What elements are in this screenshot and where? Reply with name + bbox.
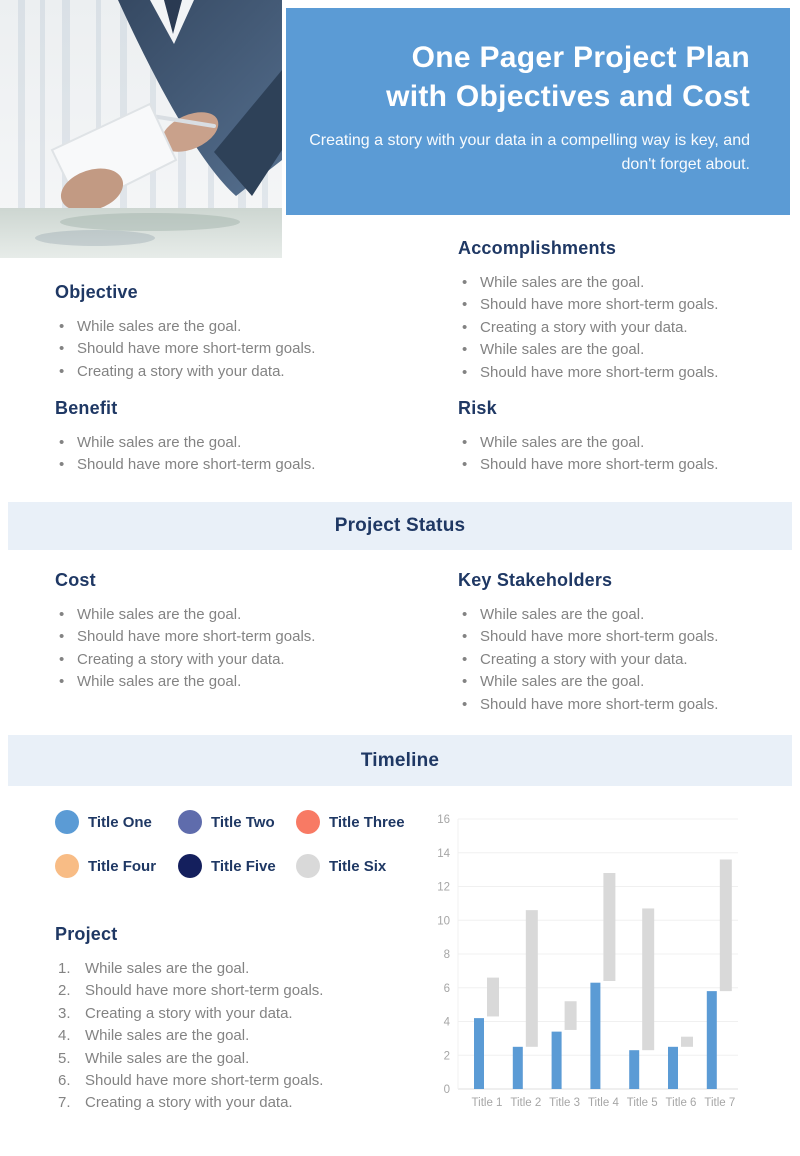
project-list-item xyxy=(55,1003,430,1025)
item-text: Should have more short-term goals. xyxy=(480,296,719,314)
bullet-dot-icon: • xyxy=(59,318,65,335)
bullet-dot-icon: • xyxy=(462,274,468,291)
legend-item xyxy=(296,854,431,878)
y-tick-label: 4 xyxy=(443,1016,450,1029)
bullet-dot-icon: • xyxy=(59,673,65,691)
risk-bullet-list xyxy=(458,432,788,477)
cost-bullet xyxy=(55,626,430,648)
bullet-dot-icon: • xyxy=(462,673,468,691)
key-stakeholders-bullet-list xyxy=(458,604,788,716)
project-numbered-list xyxy=(55,958,430,1115)
legend-item xyxy=(178,854,296,878)
project-list-item xyxy=(55,958,430,980)
key-stakeholders-bullet xyxy=(458,671,788,693)
page-title-line2: with Objectives and Cost xyxy=(386,80,750,113)
y-tick-label: 0 xyxy=(443,1084,450,1096)
legend-color-dot-icon xyxy=(178,854,202,878)
bar-base-7 xyxy=(707,991,717,1089)
bullet-dot-icon: • xyxy=(59,362,65,380)
bullet-dot-icon: • xyxy=(59,628,65,646)
section-cost xyxy=(55,570,430,694)
item-number: 6. xyxy=(58,1072,71,1090)
section-accomplishments xyxy=(458,238,788,384)
item-number: 3. xyxy=(58,1004,71,1022)
x-tick-label: Title 5 xyxy=(626,1097,658,1109)
cost-bullet xyxy=(55,604,430,626)
bar-base-5 xyxy=(629,1050,639,1089)
legend-color-dot-icon xyxy=(178,810,202,834)
bullet-dot-icon: • xyxy=(462,434,468,451)
benefit-bullet xyxy=(55,454,430,476)
item-text: While sales are the goal. xyxy=(480,606,645,623)
accomplishments-bullet xyxy=(458,294,788,316)
legend-item xyxy=(178,810,296,834)
section-key-stakeholders xyxy=(458,570,788,716)
bar-range-6 xyxy=(681,1037,693,1047)
timeline-banner: Timeline xyxy=(8,735,792,786)
item-text: While sales are the goal. xyxy=(85,960,250,977)
item-text: Should have more short-term goals. xyxy=(480,363,719,381)
bar-range-7 xyxy=(720,860,732,992)
bar-range-2 xyxy=(526,910,538,1047)
legend-color-dot-icon xyxy=(55,854,79,878)
objective-bullet xyxy=(55,316,430,338)
y-tick-label: 14 xyxy=(437,847,450,860)
accomplishments-bullet xyxy=(458,272,788,294)
project-list-item xyxy=(55,1092,430,1114)
risk-bullet xyxy=(458,454,788,476)
page-title xyxy=(306,38,750,116)
objective-bullet-list xyxy=(55,316,430,383)
benefit-bullet-list xyxy=(55,432,430,477)
section-title-risk: Risk xyxy=(458,398,497,418)
bullet-dot-icon: • xyxy=(59,340,65,358)
businessman-photo xyxy=(0,0,282,258)
section-title-accomplishments: Accomplishments xyxy=(458,238,617,258)
accomplishments-bullet xyxy=(458,362,788,384)
project-list-item xyxy=(55,1048,430,1070)
item-text: While sales are the goal. xyxy=(77,673,242,691)
x-tick-label: Title 1 xyxy=(471,1097,503,1109)
x-tick-label: Title 6 xyxy=(665,1097,697,1109)
bar-range-4 xyxy=(603,873,615,981)
item-text: Creating a story with your data. xyxy=(77,650,285,668)
bullet-dot-icon: • xyxy=(59,456,65,474)
bullet-dot-icon: • xyxy=(462,318,468,336)
bullet-dot-icon: • xyxy=(59,434,65,451)
accomplishments-bullet xyxy=(458,339,788,361)
item-text: Should have more short-term goals. xyxy=(480,628,719,646)
item-text: While sales are the goal. xyxy=(85,1027,250,1045)
bar-base-3 xyxy=(552,1032,562,1089)
item-text: Creating a story with your data. xyxy=(85,1094,293,1112)
bar-range-3 xyxy=(565,1001,577,1030)
item-number: 2. xyxy=(58,982,71,1000)
item-text: While sales are the goal. xyxy=(480,673,645,691)
y-tick-label: 10 xyxy=(437,915,450,928)
y-tick-label: 6 xyxy=(443,982,450,995)
item-text: Creating a story with your data. xyxy=(480,650,688,668)
legend-item xyxy=(296,810,431,834)
bar-base-6 xyxy=(668,1047,678,1089)
item-text: While sales are the goal. xyxy=(480,274,645,291)
header-banner xyxy=(286,8,790,215)
y-tick-label: 8 xyxy=(443,949,450,961)
legend-label: Title Two xyxy=(211,813,275,831)
legend-label: Title One xyxy=(88,813,152,831)
x-tick-label: Title 3 xyxy=(549,1097,581,1109)
page-title-line1: One Pager Project Plan xyxy=(411,41,750,74)
benefit-bullet xyxy=(55,432,430,454)
timeline-bar-chart xyxy=(430,806,798,1116)
bar-range-5 xyxy=(642,908,654,1050)
cost-bullet xyxy=(55,649,430,671)
x-tick-label: Title 7 xyxy=(704,1097,736,1109)
key-stakeholders-bullet xyxy=(458,649,788,671)
item-number: 1. xyxy=(58,960,71,977)
section-benefit xyxy=(55,398,430,477)
y-tick-label: 16 xyxy=(437,814,450,826)
accomplishments-bullet xyxy=(458,317,788,339)
item-text: Creating a story with your data. xyxy=(85,1004,293,1022)
bullet-dot-icon: • xyxy=(462,650,468,668)
bullet-dot-icon: • xyxy=(462,296,468,314)
legend-color-dot-icon xyxy=(296,810,320,834)
legend-item xyxy=(55,854,178,878)
objective-bullet xyxy=(55,361,430,383)
bullet-dot-icon: • xyxy=(462,606,468,623)
bullet-dot-icon: • xyxy=(59,650,65,668)
section-objective xyxy=(55,282,430,383)
item-text: Should have more short-term goals. xyxy=(85,982,324,1000)
x-tick-label: Title 2 xyxy=(510,1097,542,1109)
timeline-legend xyxy=(55,810,431,878)
item-text: Should have more short-term goals. xyxy=(480,456,719,474)
item-text: While sales are the goal. xyxy=(77,318,242,335)
page-subtitle: Creating a story with your data in a compelling way is key, and don't forget about. xyxy=(309,132,750,173)
legend-label: Title Four xyxy=(88,857,157,875)
legend-label: Title Six xyxy=(329,857,387,875)
key-stakeholders-bullet xyxy=(458,694,788,716)
bar-range-1 xyxy=(487,978,499,1017)
item-text: Creating a story with your data. xyxy=(480,318,688,336)
item-text: Should have more short-term goals. xyxy=(480,695,719,713)
item-number: 5. xyxy=(58,1049,71,1067)
bullet-dot-icon: • xyxy=(462,456,468,474)
accomplishments-bullet-list xyxy=(458,272,788,384)
section-project xyxy=(55,924,430,1115)
bullet-dot-icon: • xyxy=(462,695,468,713)
y-tick-label: 12 xyxy=(437,881,450,894)
bullet-dot-icon: • xyxy=(462,363,468,381)
y-tick-label: 2 xyxy=(443,1050,450,1063)
item-text: Should have more short-term goals. xyxy=(77,456,316,474)
project-list-item xyxy=(55,980,430,1002)
key-stakeholders-bullet xyxy=(458,604,788,626)
item-number: 4. xyxy=(58,1027,71,1045)
item-text: Should have more short-term goals. xyxy=(77,628,316,646)
item-text: While sales are the goal. xyxy=(85,1049,250,1067)
legend-label: Title Five xyxy=(211,857,276,875)
legend-color-dot-icon xyxy=(55,810,79,834)
item-text: While sales are the goal. xyxy=(480,341,645,359)
bar-base-2 xyxy=(513,1047,523,1089)
item-text: Should have more short-term goals. xyxy=(77,340,316,358)
objective-bullet xyxy=(55,338,430,360)
item-text: While sales are the goal. xyxy=(77,606,242,623)
legend-label: Title Three xyxy=(329,813,405,831)
cost-bullet-list xyxy=(55,604,430,694)
businessman-photo-image xyxy=(0,0,282,258)
item-text: While sales are the goal. xyxy=(77,434,242,451)
bullet-dot-icon: • xyxy=(462,628,468,646)
project-status-banner: Project Status xyxy=(8,502,792,550)
bar-base-4 xyxy=(590,983,600,1089)
item-text: Should have more short-term goals. xyxy=(85,1072,324,1090)
legend-color-dot-icon xyxy=(296,854,320,878)
project-list-item xyxy=(55,1025,430,1047)
x-tick-label: Title 4 xyxy=(587,1097,619,1109)
key-stakeholders-bullet xyxy=(458,626,788,648)
section-title-key-stakeholders: Key Stakeholders xyxy=(458,570,613,590)
section-title-benefit: Benefit xyxy=(55,398,118,418)
item-number: 7. xyxy=(58,1094,71,1112)
item-text: While sales are the goal. xyxy=(480,434,645,451)
project-list-item xyxy=(55,1070,430,1092)
bar-base-1 xyxy=(474,1018,484,1089)
section-title-project: Project xyxy=(55,924,118,944)
section-risk xyxy=(458,398,788,477)
risk-bullet xyxy=(458,432,788,454)
bullet-dot-icon: • xyxy=(462,341,468,359)
section-title-cost: Cost xyxy=(55,570,96,590)
legend-item xyxy=(55,810,178,834)
cost-bullet xyxy=(55,671,430,693)
bullet-dot-icon: • xyxy=(59,606,65,623)
section-title-objective: Objective xyxy=(55,282,138,302)
item-text: Creating a story with your data. xyxy=(77,362,285,380)
